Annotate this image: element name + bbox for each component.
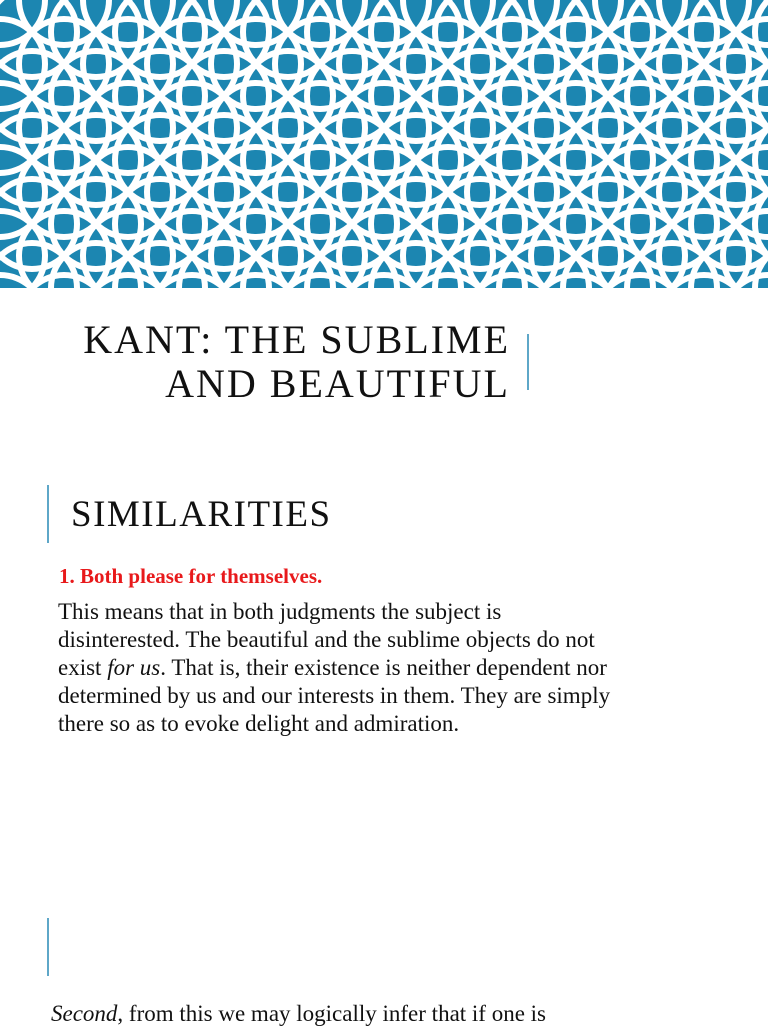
title-line-1: KANT: THE SUBLIME [83,317,510,362]
decorative-pattern-banner [0,0,768,288]
paragraph-emphasis: for us [107,655,161,680]
slide3-emphasis: Second [51,1001,118,1026]
highlighted-point: 1. Both please for themselves. [59,564,323,588]
interlocking-circles-pattern [0,0,768,288]
title-accent-bar [527,334,529,390]
paragraph-line-3-end: . That is, their existence is neither dependent nor [160,655,607,680]
slide-heading: SIMILARITIES [71,494,332,535]
slide3-text-rest: , from this we may logically infer that if one is [117,1001,547,1026]
paragraph-line-4: determined by us and our interests in them. They are simply [58,683,611,708]
body-paragraph [58,598,718,738]
slide3-accent-bar [47,918,49,976]
paragraph-line-3-start: exist [58,655,108,680]
presentation-title [83,318,510,406]
paragraph-line-1: This means that in both judgments the subject is [58,599,502,624]
paragraph-line-2: disinterested. The beautiful and the sublime objects do not [58,627,595,652]
title-line-2: AND BEAUTIFUL [165,361,510,406]
paragraph-line-3 [58,654,718,682]
paragraph-line-5: there so as to evoke delight and admiration. [58,711,460,736]
heading-accent-bar [47,485,49,543]
